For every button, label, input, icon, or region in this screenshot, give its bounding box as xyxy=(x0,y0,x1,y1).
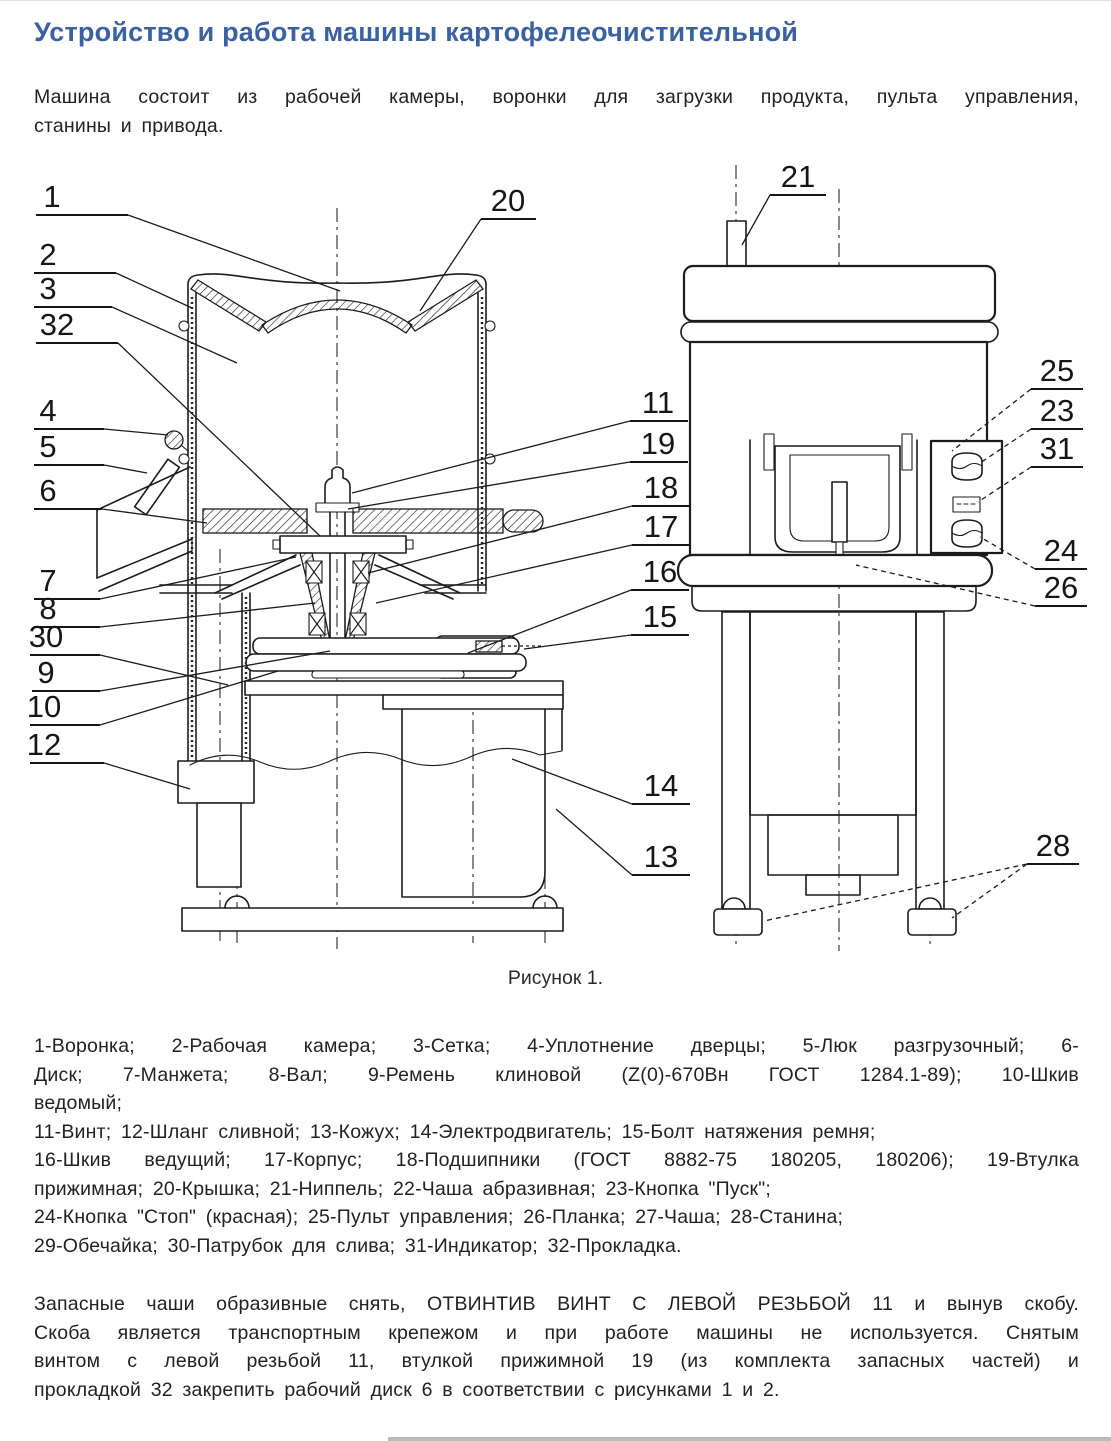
callout-20: 20 xyxy=(490,183,526,218)
outro-line: Скоба является транспортным крепежом и при работе машины не используется. Снятым xyxy=(34,1321,1079,1344)
shaft-screw-hub xyxy=(273,467,413,641)
figure-1-technical-drawing xyxy=(0,158,1111,953)
foot-right xyxy=(908,909,956,935)
legend-line: прижимная; 20-Крышка; 21-Ниппель; 22-Чаша абразивная; 23-Кнопка "Пуск"; xyxy=(34,1177,772,1200)
callout-25: 25 xyxy=(1039,353,1075,388)
callout-11: 11 xyxy=(641,385,675,420)
page-title: Устройство и работа машины картофелеочистительной xyxy=(34,17,799,47)
callout-7: 7 xyxy=(39,563,57,598)
callout-18: 18 xyxy=(643,470,679,505)
callout-30: 30 xyxy=(28,619,64,654)
callout-2: 2 xyxy=(39,237,57,272)
legend-line: ведомый; xyxy=(34,1092,123,1114)
callout-31: 31 xyxy=(1039,431,1075,466)
funnel-wall-left xyxy=(191,280,266,331)
callout-9: 9 xyxy=(37,655,55,690)
callout-1: 1 xyxy=(43,179,61,214)
intro-paragraph xyxy=(34,83,1079,140)
legend-line: 1-Воронка; 2-Рабочая камера; 3-Сетка; 4-Уплотнение дверцы; 5-Люк разгрузочный; 6- xyxy=(34,1035,1079,1057)
leg-left xyxy=(722,612,750,909)
parts-legend xyxy=(34,1032,1079,1260)
start-button xyxy=(952,453,982,480)
callout-8: 8 xyxy=(39,591,57,626)
legend-line: 11-Винт; 12-Шланг сливной; 13-Кожух; 14-Электродвигатель; 15-Болт натяжения ремня; xyxy=(34,1120,876,1143)
legend-line: Диск; 7-Манжета; 8-Вал; 9-Ремень клиновой (Z(0)-670Вн ГОСТ 1284.1-89); 10-Шкив xyxy=(34,1063,1079,1086)
control-panel xyxy=(931,441,1002,553)
intro-line: Машина состоит из рабочей камеры, воронки для загрузки продукта, пульта управления, xyxy=(34,86,1079,108)
right-view-side-elevation xyxy=(678,165,1002,951)
outro-line: винтом с левой резьбой 11, втулкой прижимной 19 (из комплекта запасных частей) и xyxy=(34,1350,1079,1372)
callout-24: 24 xyxy=(1043,533,1079,568)
callout-21: 21 xyxy=(780,159,816,194)
outro-line: Запасные чаши образивные снять, ОТВИНТИВ ВИНТ С ЛЕВОЙ РЕЗЬБОЙ 11 и вынув скобу. xyxy=(34,1293,1079,1315)
figure-caption: Рисунок 1. xyxy=(507,967,604,989)
intro-line: станины и привода. xyxy=(34,114,224,137)
pulleys-and-belt xyxy=(245,636,563,709)
legend-line: 29-Обечайка; 30-Патрубок для слива; 31-Индикатор; 32-Прокладка. xyxy=(34,1234,682,1257)
drain-assembly xyxy=(178,591,254,887)
callout-13: 13 xyxy=(643,839,679,874)
callout-14: 14 xyxy=(643,768,679,803)
leg-right xyxy=(916,612,944,909)
callout-28: 28 xyxy=(1035,828,1071,863)
base-stand xyxy=(182,896,563,931)
bowl-rod xyxy=(832,482,847,542)
discharge-door xyxy=(97,431,192,591)
foot-left xyxy=(714,909,762,935)
outro-line: прокладкой 32 закрепить рабочий диск 6 в соответствии с рисунками 1 и 2. xyxy=(34,1378,780,1401)
callout-32: 32 xyxy=(39,307,75,342)
legend-line: 24-Кнопка "Стоп" (красная); 25-Пульт управления; 26-Планка; 27-Чаша; 28-Станина; xyxy=(34,1206,844,1228)
legend-line: 16-Шкив ведущий; 17-Корпус; 18-Подшипники (ГОСТ 8882-75 180205, 180206); 19-Втулка xyxy=(34,1149,1079,1171)
callout-3: 3 xyxy=(39,271,57,306)
scan-artifact-edge xyxy=(388,1437,1111,1441)
callout-10: 10 xyxy=(26,689,62,724)
callout-26: 26 xyxy=(1043,570,1079,605)
stop-button xyxy=(952,520,982,547)
callout-5: 5 xyxy=(39,429,57,464)
abrasive-disc xyxy=(203,509,543,533)
callout-17: 17 xyxy=(643,509,679,544)
funnel-wall-right xyxy=(408,280,483,331)
callout-12: 12 xyxy=(26,727,62,762)
callout-16: 16 xyxy=(642,554,678,589)
callout-6: 6 xyxy=(39,473,57,508)
callout-15: 15 xyxy=(642,599,678,634)
flange-and-stand xyxy=(678,555,992,935)
callout-23: 23 xyxy=(1039,393,1075,428)
outro-paragraph xyxy=(34,1290,1079,1404)
left-view-cross-section xyxy=(97,208,563,949)
callout-19: 19 xyxy=(640,426,676,461)
callout-4: 4 xyxy=(39,393,57,428)
